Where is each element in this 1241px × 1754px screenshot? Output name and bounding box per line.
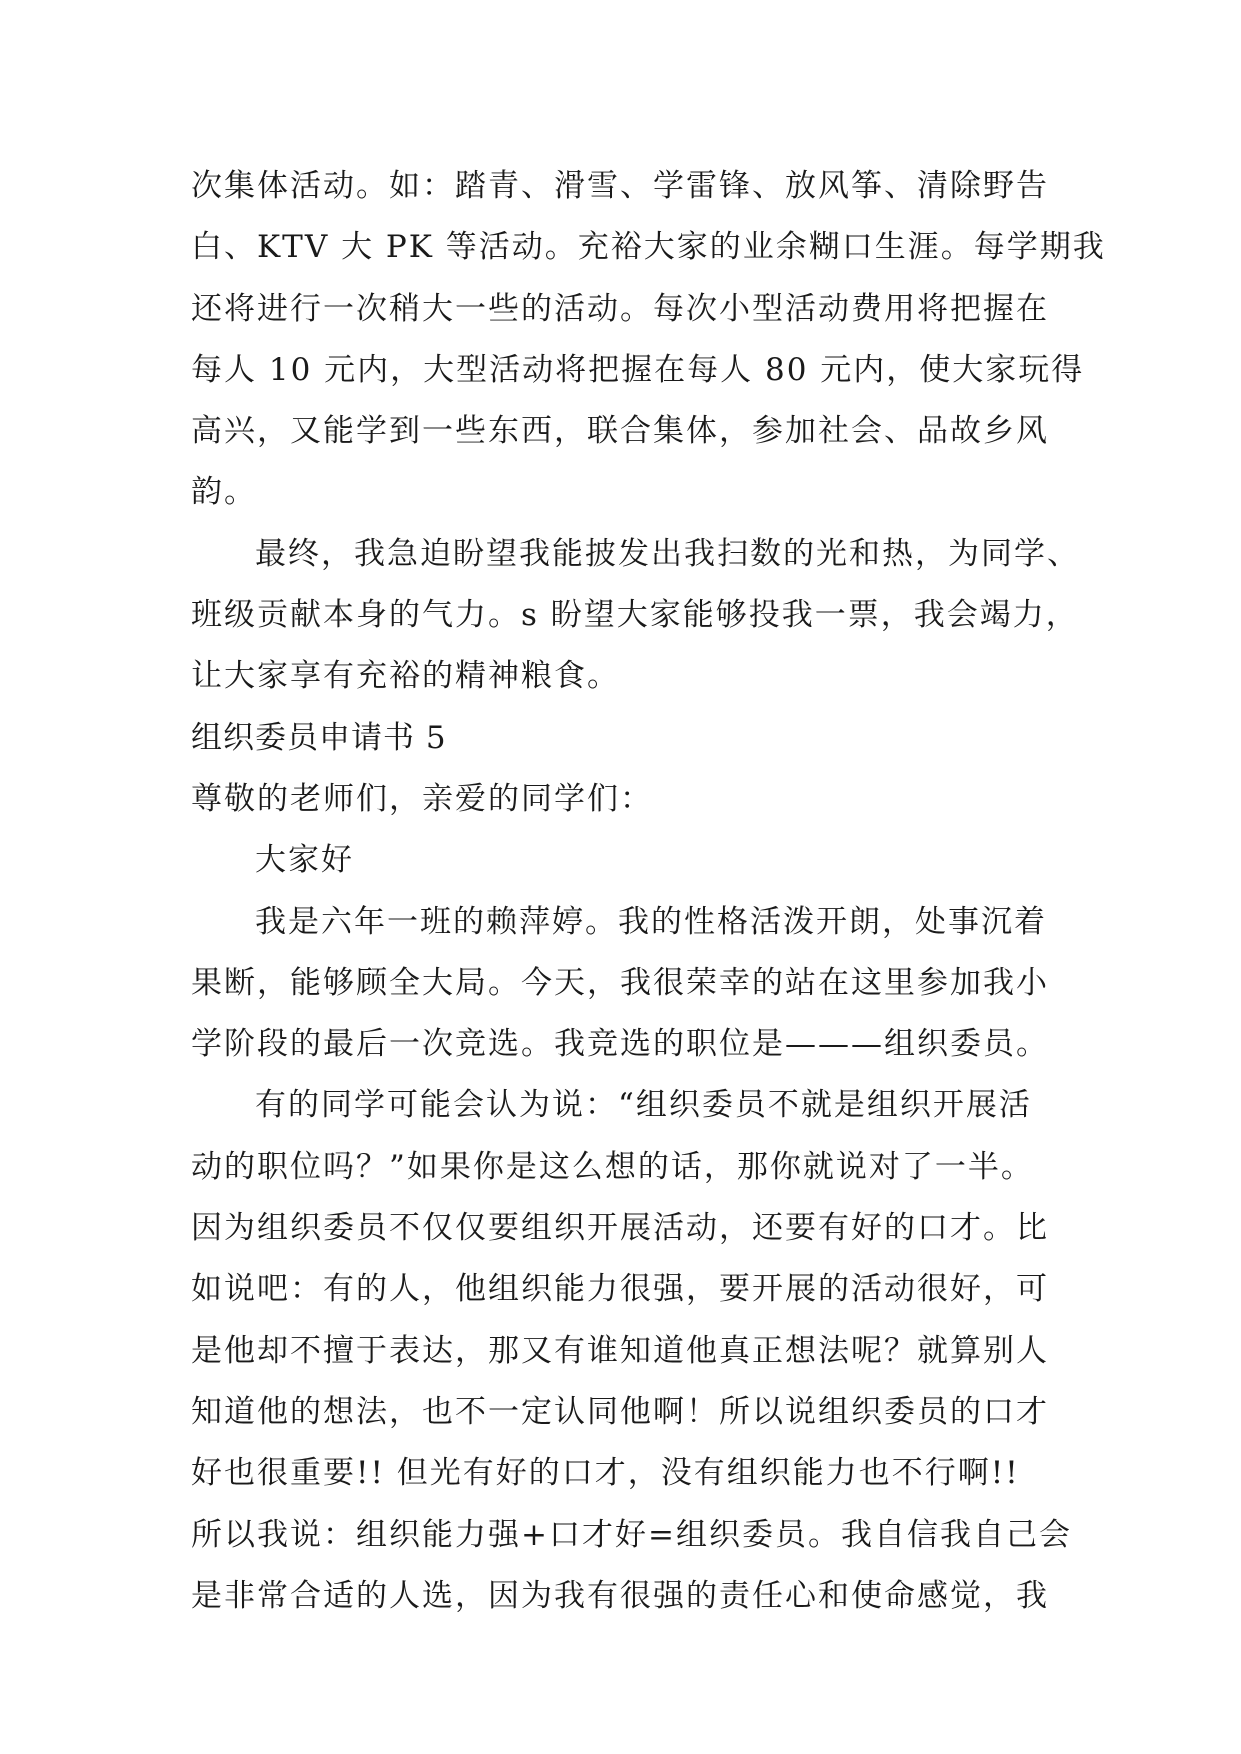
text-line: 白、KTV 大 PK 等活动。充裕大家的业余糊口生涯。每学期我 <box>191 229 1106 266</box>
text-line: 是他却不擅于表达，那又有谁知道他真正想法呢？就算别人 <box>191 1332 1049 1369</box>
text-line: 还将进行一次稍大一些的活动。每次小型活动费用将把握在 <box>191 290 1049 327</box>
text-line: 高兴，又能学到一些东西，联合集体，参加社会、品故乡风 <box>191 413 1049 450</box>
text-line: 好也很重要!! 但光有好的口才，没有组织能力也不行啊!! <box>191 1455 1020 1492</box>
text-line: 学阶段的最后一次竞选。我竞选的职位是———组织委员。 <box>191 1026 1049 1063</box>
document-body <box>191 156 1106 1627</box>
text-line: 知道他的想法，也不一定认同他啊！所以说组织委员的口才 <box>191 1393 1049 1430</box>
text-line: 次集体活动。如：踏青、滑雪、学雷锋、放风筝、清除野告 <box>191 168 1049 204</box>
greeting: 大家好 <box>255 842 354 879</box>
paragraph-start-line: 我是六年一班的赖萍婷。我的性格活泼开朗，处事沉着 <box>255 903 1047 940</box>
text-line: 因为组织委员不仅仅要组织开展活动，还要有好的口才。比 <box>191 1210 1049 1247</box>
paragraph-start-line: 有的同学可能会认为说：“组织委员不就是组织开展活 <box>255 1087 1032 1124</box>
text-line: 班级贡献本身的气力。s 盼望大家能够投我一票，我会竭力， <box>191 597 1079 634</box>
text-line: 让大家享有充裕的精神粮食。 <box>191 658 620 695</box>
paragraph-start-line: 最终，我急迫盼望我能披发出我扫数的光和热，为同学、 <box>255 535 1080 572</box>
text-line: 动的职位吗？”如果你是这么想的话，那你就说对了一半。 <box>191 1148 1034 1185</box>
text-line: 是非常合适的人选，因为我有很强的责任心和使命感觉，我 <box>191 1577 1049 1614</box>
salutation: 尊敬的老师们，亲爱的同学们： <box>191 780 653 817</box>
text-line: 所以我说：组织能力强+口才好=组织委员。我自信我自己会 <box>191 1516 1072 1553</box>
text-line: 如说吧：有的人，他组织能力很强，要开展的活动很好，可 <box>191 1271 1049 1308</box>
text-line: 果断，能够顾全大局。今天，我很荣幸的站在这里参加我小 <box>191 964 1049 1001</box>
section-title: 组织委员申请书 5 <box>191 719 447 756</box>
text-line: 每人 10 元内，大型活动将把握在每人 80 元内，使大家玩得 <box>191 351 1085 388</box>
text-line: 韵。 <box>191 474 257 511</box>
